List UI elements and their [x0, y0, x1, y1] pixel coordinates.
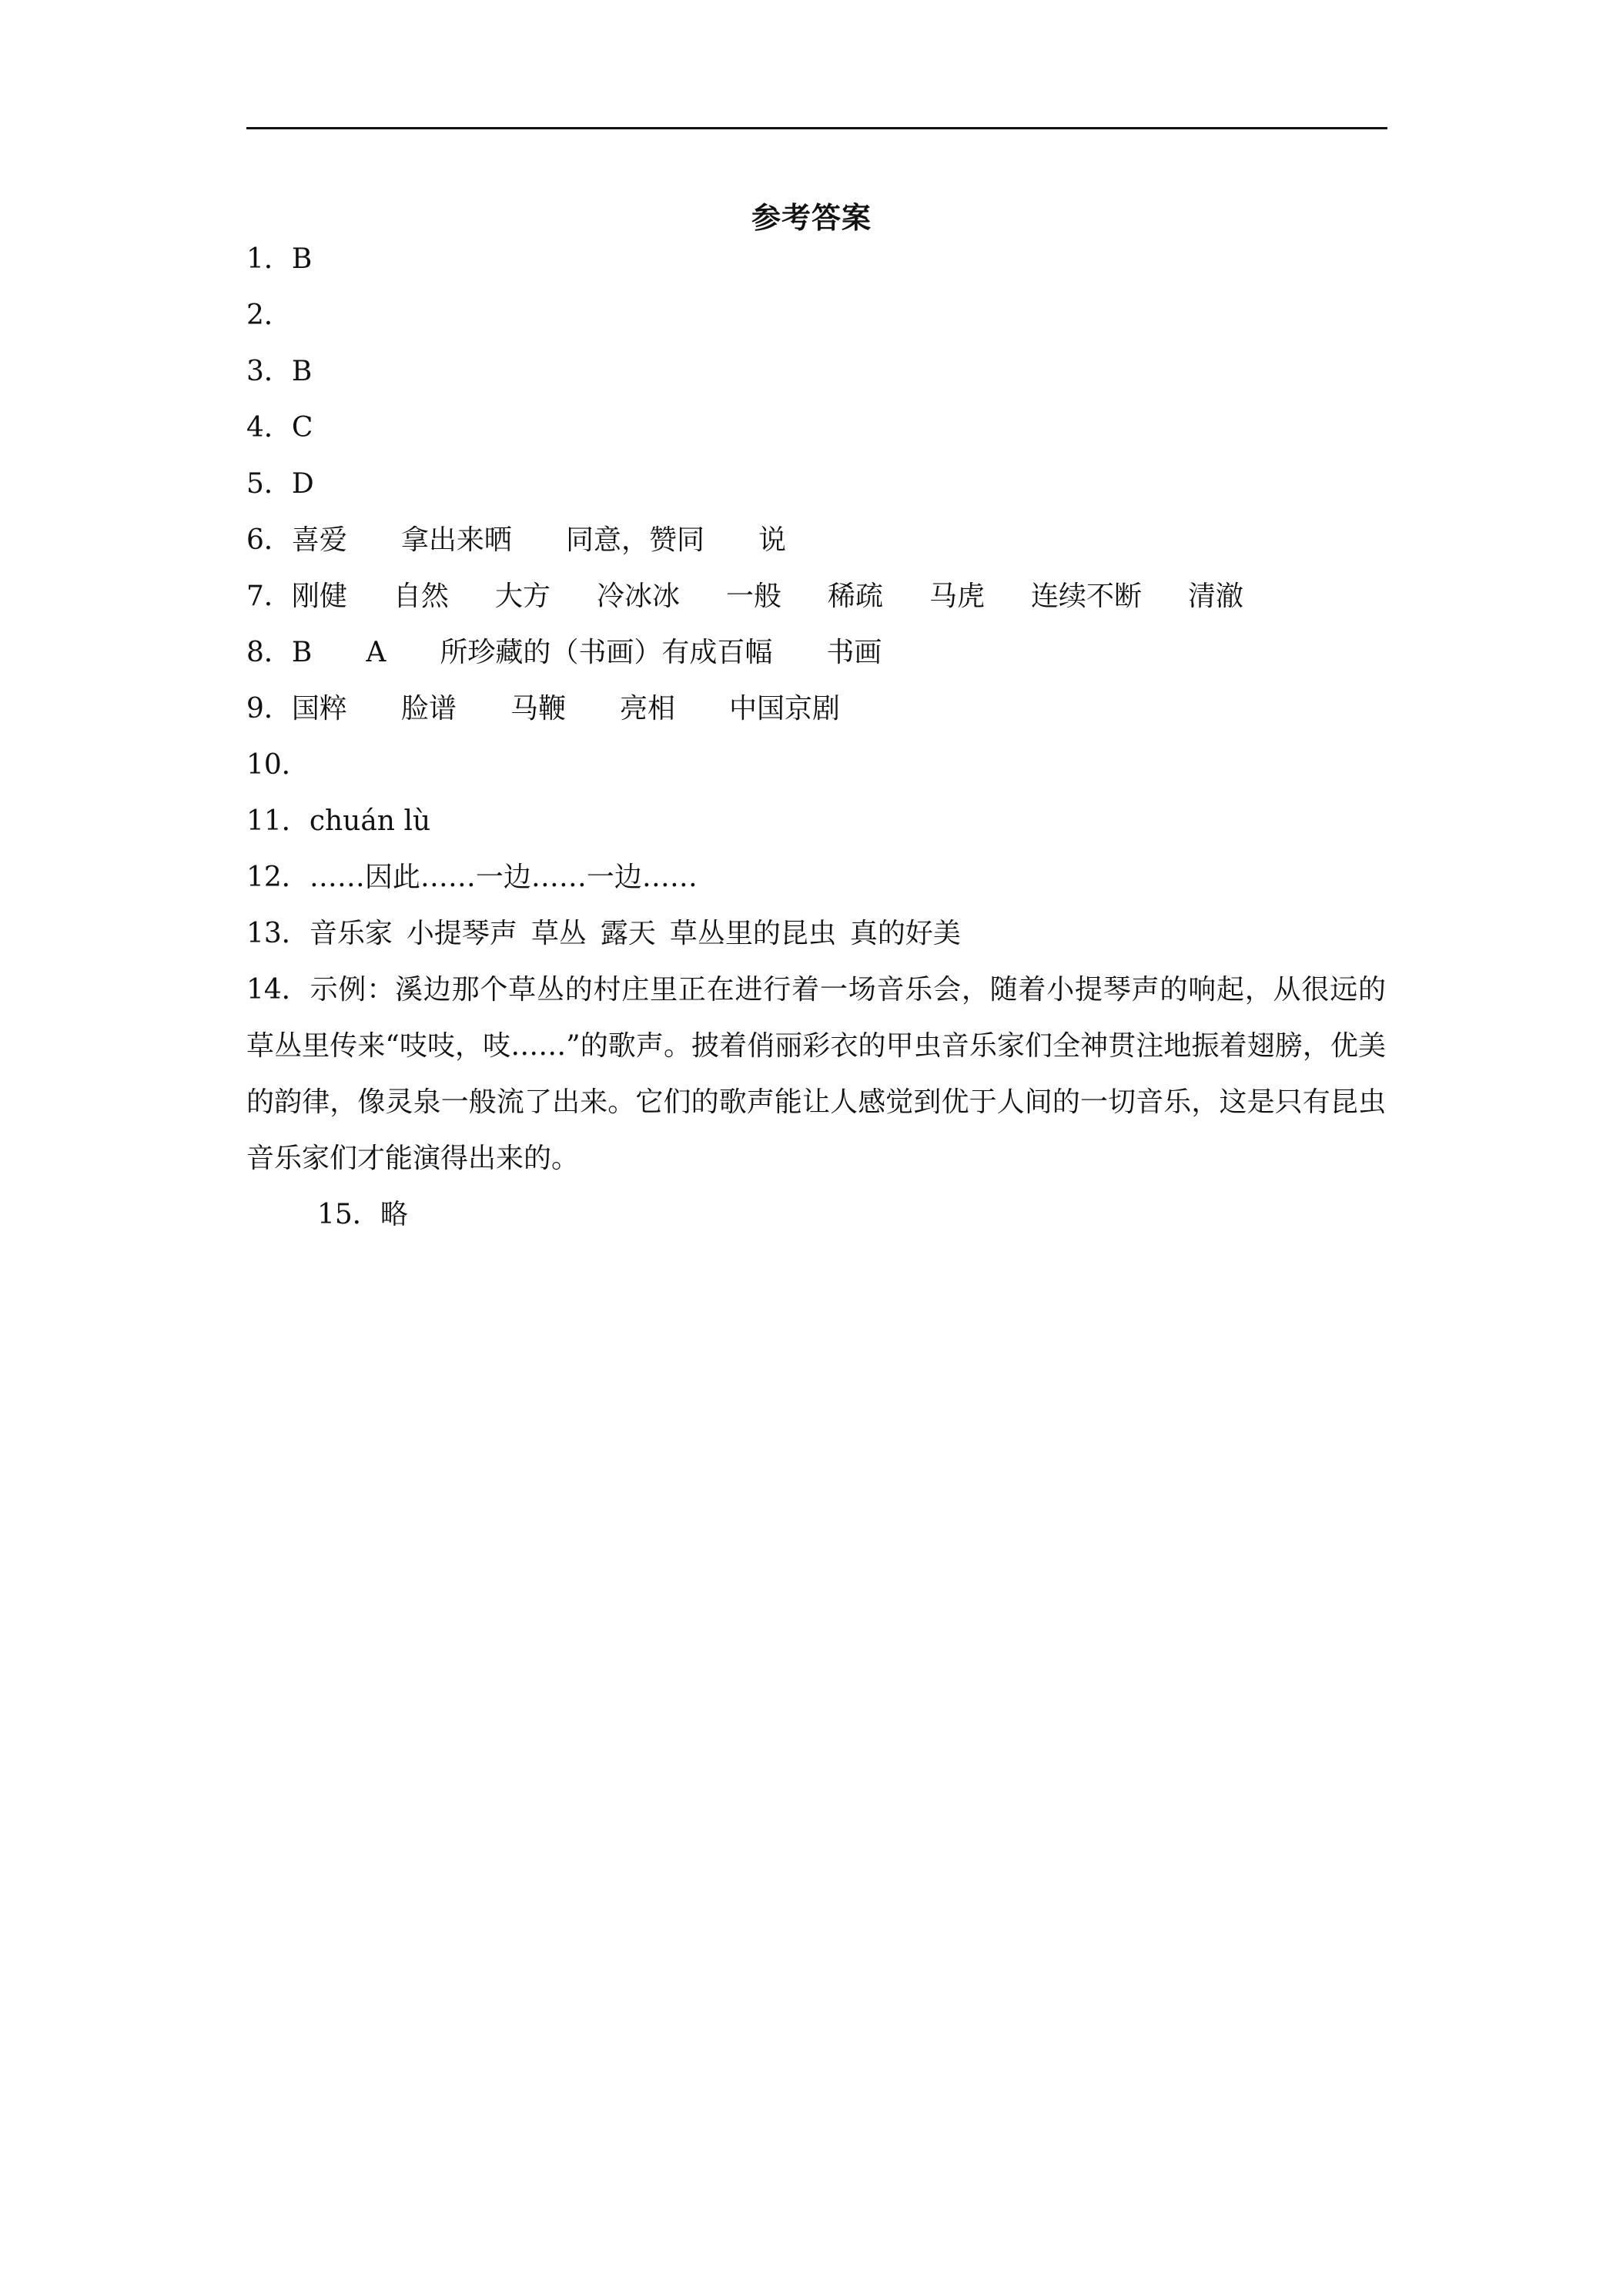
answer-item: 中国京剧: [728, 693, 840, 725]
answer-item: 小提琴声: [406, 918, 517, 949]
header-rule: [246, 127, 1387, 129]
answer-item: 露天: [600, 918, 656, 949]
answer-item: 草丛里的昆虫: [669, 918, 836, 949]
answer-number: 3．: [246, 356, 292, 387]
answer-number: 2．: [246, 300, 292, 331]
answer-text: C: [291, 412, 313, 443]
page-title: 参考答案: [751, 201, 872, 235]
answer-item: A: [366, 637, 387, 668]
answer-number: 5．: [246, 468, 292, 500]
answer-item: 草丛: [530, 918, 587, 949]
answer-item: 说: [758, 524, 786, 556]
answer-text: D: [291, 468, 314, 500]
answer-item: 马鞭: [510, 693, 566, 725]
answer-item: 清澈: [1188, 581, 1244, 612]
answer-4: [246, 400, 1386, 456]
answer-list: [246, 231, 1386, 1243]
answer-item: 自然: [393, 581, 449, 612]
answer-item: 马虎: [929, 581, 986, 612]
answer-item: 拿出来晒: [400, 524, 512, 556]
answer-item: 连续不断: [1031, 581, 1143, 612]
answer-number: 4．: [246, 412, 292, 443]
answer-15: [246, 1186, 1386, 1243]
answer-14: [246, 962, 1386, 1186]
answer-item: 喜爱: [291, 524, 347, 556]
answer-number: 6．: [246, 524, 292, 556]
answer-number: 8．: [246, 637, 292, 668]
answer-item: 刚健: [291, 581, 347, 612]
answer-item: 亮相: [619, 693, 675, 725]
answer-number: 12．: [246, 862, 310, 893]
answer-item: 一般: [725, 581, 781, 612]
answer-number: 7．: [246, 581, 292, 612]
answer-text: B: [291, 356, 313, 387]
answer-11: [246, 793, 1386, 849]
answer-number: 1．: [246, 243, 292, 275]
answer-number: 11．: [246, 805, 310, 837]
answer-text: chuán lù: [309, 805, 431, 837]
answer-7: [246, 568, 1386, 624]
answer-number: 14．: [246, 974, 310, 1006]
answer-text: 略: [380, 1199, 408, 1230]
answer-13: [246, 905, 1386, 962]
answer-5: [246, 456, 1386, 512]
answer-item: 大方: [494, 581, 550, 612]
answer-paragraph: 示例：溪边那个草丛的村庄里正在进行着一场音乐会，随着小提琴声的响起，从很远的草丛里传来“吱吱，吱……”的歌声。披着俏丽彩衣的甲虫音乐家们全神贯注地振着翅膀，优美的韵律，像灵泉一般流了出来。它们的歌声能让人感觉到优于人间的一切音乐，这是只有昆虫音乐家们才能演得出来的。: [246, 974, 1386, 1174]
answer-item: 真的好美: [849, 918, 961, 949]
answer-1: [246, 231, 1386, 287]
answer-number: 9．: [246, 693, 292, 725]
answer-item: 国粹: [291, 693, 347, 725]
answer-item: 冷冰冰: [596, 581, 680, 612]
answer-6: [246, 512, 1386, 568]
answer-item: 所珍藏的（书画）有成百幅: [440, 637, 773, 668]
answer-number: 15．: [317, 1199, 380, 1230]
answer-text: B: [291, 243, 313, 275]
answer-number: 10．: [246, 749, 310, 781]
answer-number: 13．: [246, 918, 310, 949]
answer-8: [246, 624, 1386, 681]
answer-item: 脸谱: [400, 693, 457, 725]
answer-12: [246, 849, 1386, 905]
answer-9: [246, 681, 1386, 737]
answer-10: [246, 737, 1386, 793]
answer-item: 音乐家: [309, 918, 393, 949]
answer-item: 稀疏: [827, 581, 883, 612]
answer-item: 同意，赞同: [565, 524, 704, 556]
answer-3: [246, 343, 1386, 400]
answer-2: [246, 287, 1386, 343]
answer-item: B: [291, 637, 313, 668]
answer-text: ……因此……一边……一边……: [309, 862, 698, 893]
answer-item: 书画: [826, 637, 882, 668]
